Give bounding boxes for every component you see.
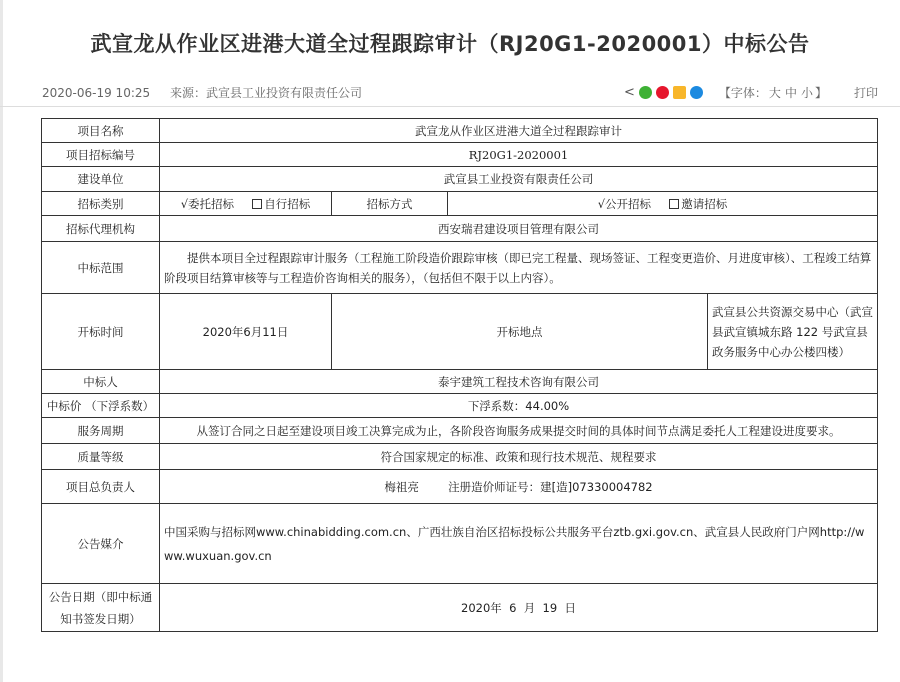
print-link[interactable]: 打印 bbox=[854, 86, 879, 100]
price: 下浮系数：44.00% bbox=[160, 394, 878, 418]
share-icon[interactable]: < bbox=[624, 85, 635, 100]
table-row bbox=[42, 119, 878, 143]
manager-cell bbox=[160, 470, 878, 504]
table-row bbox=[42, 470, 878, 504]
bid-type-self: 自行招标 bbox=[264, 196, 311, 211]
font-small-button[interactable]: 小 bbox=[800, 86, 813, 100]
cell-label: 项目名称 bbox=[42, 119, 160, 143]
bid-method-options bbox=[448, 192, 878, 216]
table-row bbox=[42, 167, 878, 192]
cell-label: 公告日期（即中标通知书签发日期） bbox=[42, 584, 160, 632]
open-place-label: 开标地点 bbox=[332, 294, 708, 370]
font-large-button[interactable]: 大 bbox=[768, 86, 781, 100]
wechat-icon[interactable] bbox=[639, 86, 652, 99]
manager-name: 梅祖亮 bbox=[384, 479, 419, 494]
source-text: 来源：武宣县工业投资有限责任公司 bbox=[169, 86, 362, 100]
table-row bbox=[42, 242, 878, 294]
table-row bbox=[42, 444, 878, 470]
table-row bbox=[42, 216, 878, 242]
notice-date: 2020年 6 月 19 日 bbox=[160, 584, 878, 632]
table-row bbox=[42, 370, 878, 394]
media: 中国采购与招标网www.chinabidding.com.cn、广西壮族自治区招标投标公共服务平台ztb.gxi.gov.cn、武宣县人民政府门户网http://www.wuxuan.gov.cn bbox=[160, 504, 878, 584]
service-period: 从签订合同之日起至建设项目竣工决算完成为止，各阶段咨询服务成果提交时间的具体时间节点满足委托人工程建设进度要求。 bbox=[160, 418, 878, 444]
bid-type-options bbox=[160, 192, 332, 216]
checkbox-icon bbox=[252, 199, 262, 209]
article-tools bbox=[624, 84, 827, 101]
qzone-icon[interactable] bbox=[673, 86, 686, 99]
cell-label: 招标代理机构 bbox=[42, 216, 160, 242]
manager-cert: 注册造价师证号：建[造]07330004782 bbox=[448, 479, 653, 494]
open-place: 武宣县公共资源交易中心（武宣县武宣镇城东路 122 号武宣县政务服务中心办公楼四楼） bbox=[708, 294, 878, 370]
cell-label: 公告媒介 bbox=[42, 504, 160, 584]
cell-label: 中标价 （下浮系数） bbox=[42, 394, 160, 418]
cell-label: 建设单位 bbox=[42, 167, 160, 192]
winner: 泰宇建筑工程技术咨询有限公司 bbox=[160, 370, 878, 394]
table-row bbox=[42, 504, 878, 584]
scope: 提供本项目全过程跟踪审计服务（工程施工阶段造价跟踪审核（即已完工程量、现场签证、工程变更造价、月进度审核）、工程竣工结算阶段项目结算审核等与工程造价咨询相关的服务），（包括但不限于以上内容）。 bbox=[160, 242, 878, 294]
table-row bbox=[42, 418, 878, 444]
cell-label: 招标方式 bbox=[332, 192, 448, 216]
font-size-switcher: 【字体： 大 中 小 】 bbox=[718, 86, 827, 100]
bid-type-entrusted: √委托招标 bbox=[180, 196, 235, 211]
cell-label: 中标范围 bbox=[42, 242, 160, 294]
checkbox-icon bbox=[669, 199, 679, 209]
project-name: 武宣龙从作业区进港大道全过程跟踪审计 bbox=[160, 119, 878, 143]
bid-number: RJ20G1-2020001 bbox=[160, 143, 878, 167]
font-medium-button[interactable]: 中 bbox=[784, 86, 797, 100]
table-row bbox=[42, 192, 878, 216]
article-meta bbox=[42, 84, 378, 101]
table-row bbox=[42, 394, 878, 418]
cell-label: 项目招标编号 bbox=[42, 143, 160, 167]
bid-method-invite: 邀请招标 bbox=[681, 196, 728, 211]
page-edge bbox=[0, 0, 3, 682]
cell-label: 开标时间 bbox=[42, 294, 160, 370]
cell-label: 中标人 bbox=[42, 370, 160, 394]
publish-date: 2020-06-19 10:25 bbox=[42, 86, 151, 100]
header-divider bbox=[0, 106, 900, 107]
cell-label: 招标类别 bbox=[42, 192, 160, 216]
cell-label: 项目总负责人 bbox=[42, 470, 160, 504]
quality: 符合国家规定的标准、政策和现行技术规范、规程要求 bbox=[160, 444, 878, 470]
table-row bbox=[42, 294, 878, 370]
cell-label: 服务周期 bbox=[42, 418, 160, 444]
open-time: 2020年6月11日 bbox=[160, 294, 332, 370]
award-table bbox=[41, 118, 878, 632]
qq-icon[interactable] bbox=[690, 86, 703, 99]
weibo-icon[interactable] bbox=[656, 86, 669, 99]
table-row bbox=[42, 584, 878, 632]
page-title: 武宣龙从作业区进港大道全过程跟踪审计（RJ20G1-2020001）中标公告 bbox=[90, 32, 810, 56]
table-row bbox=[42, 143, 878, 167]
owner: 武宣县工业投资有限责任公司 bbox=[160, 167, 878, 192]
cell-label: 质量等级 bbox=[42, 444, 160, 470]
agency: 西安瑞君建设项目管理有限公司 bbox=[160, 216, 878, 242]
bid-method-open: √公开招标 bbox=[597, 196, 652, 211]
